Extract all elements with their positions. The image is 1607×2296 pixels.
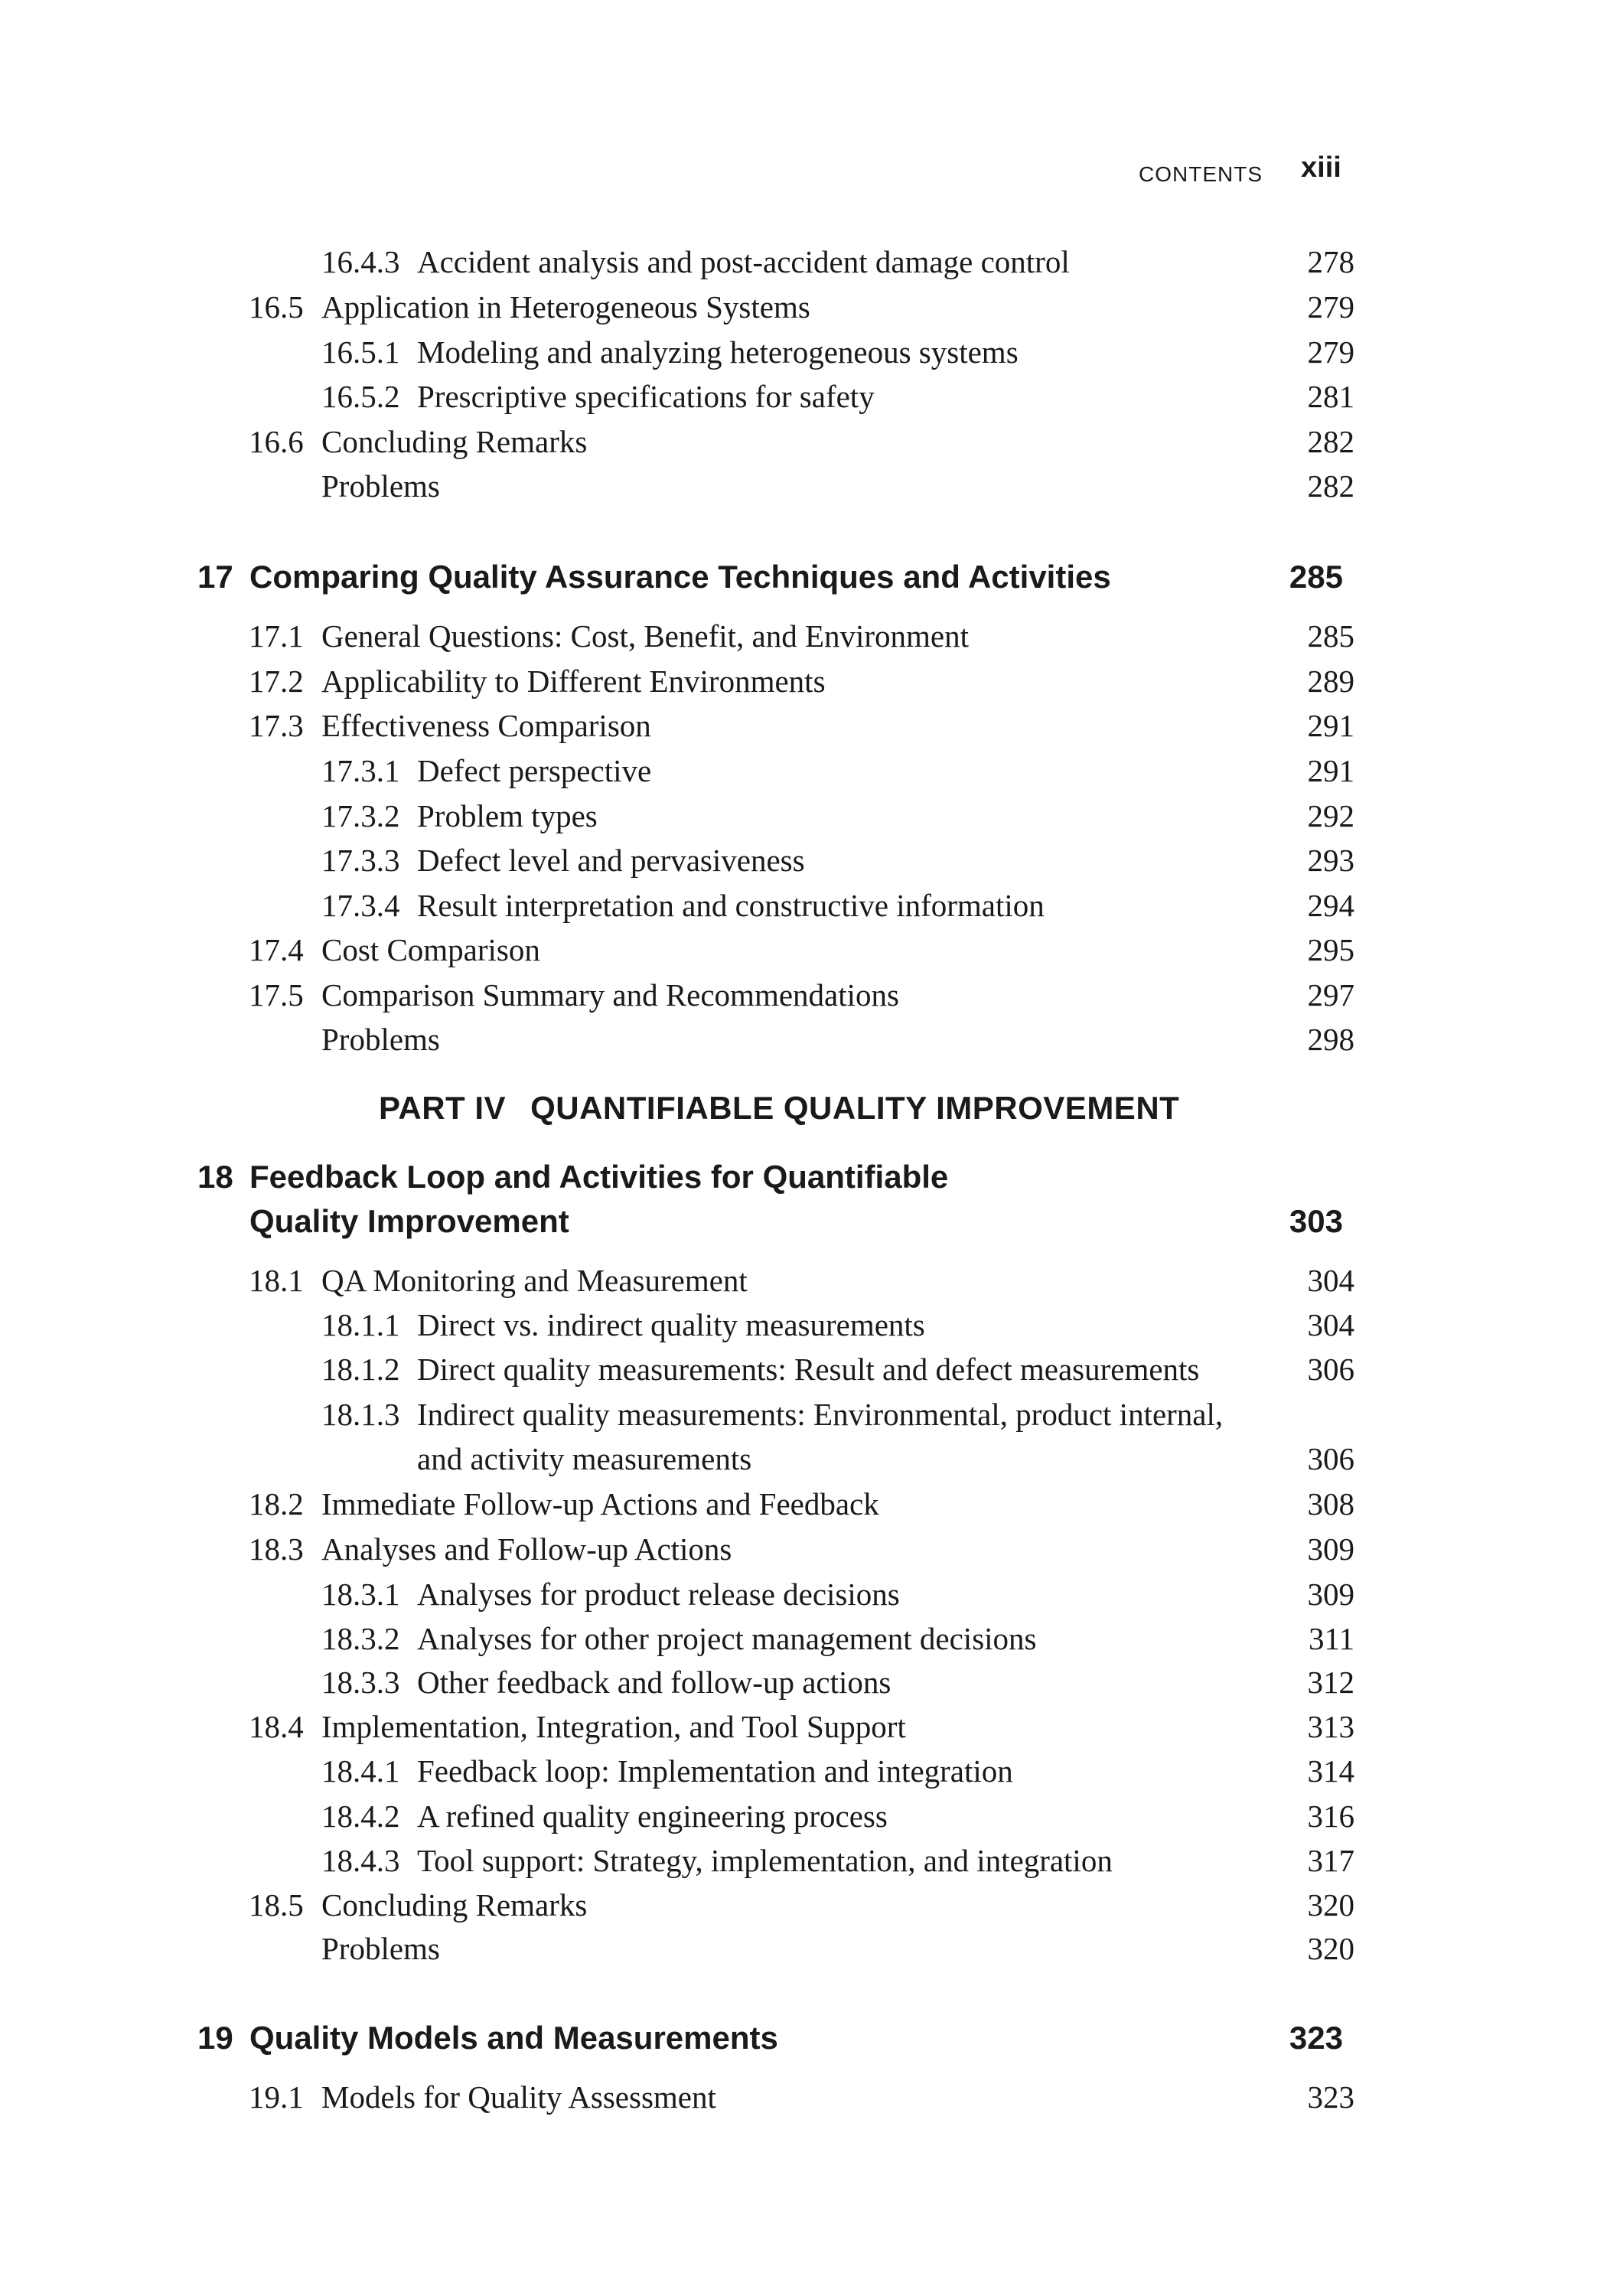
toc-entry[interactable]: [0, 1842, 1607, 1885]
entry-number: 18.4: [249, 1709, 304, 1744]
entry-page: 297: [1307, 977, 1354, 1013]
toc-entry[interactable]: [0, 1930, 1607, 1973]
toc-entry[interactable]: [0, 378, 1607, 421]
entry-number: 17.3: [249, 708, 304, 743]
toc-entry[interactable]: [0, 752, 1607, 795]
entry-title: Comparison Summary and Recommendations: [321, 977, 899, 1013]
entry-title: Implementation, Integration, and Tool Support: [321, 1709, 906, 1744]
entry-page: 313: [1307, 1709, 1354, 1744]
entry-page: 293: [1307, 843, 1354, 878]
part-heading: [0, 1090, 1607, 1133]
entry-title: Feedback loop: Implementation and integration: [417, 1753, 1013, 1789]
entry-title: Cost Comparison: [321, 932, 540, 967]
entry-title: Concluding Remarks: [321, 424, 588, 459]
entry-number: 17.2: [249, 664, 304, 699]
entry-number: 18.2: [249, 1486, 304, 1521]
toc-entry[interactable]: [0, 1708, 1607, 1751]
entry-title: Result interpretation and constructive information: [417, 888, 1045, 923]
toc-entry[interactable]: [0, 2079, 1607, 2122]
running-head: CONTENTS: [1139, 162, 1263, 186]
entry-title: Problem types: [417, 798, 598, 833]
chapter-entry[interactable]: [0, 2020, 1607, 2063]
chapter-entry[interactable]: [0, 1159, 1607, 1251]
entry-page: 316: [1307, 1799, 1354, 1834]
entry-title: Analyses for other project management decisions: [417, 1621, 1037, 1656]
entry-page: 306: [1307, 1441, 1354, 1476]
entry-title: Defect perspective: [417, 753, 652, 788]
entry-title: Models for Quality Assessment: [321, 2079, 716, 2115]
entry-page: 304: [1307, 1307, 1354, 1342]
chapter-title-continued: Quality Improvement: [249, 1203, 569, 1239]
entry-title: Accident analysis and post-accident damage control: [417, 244, 1070, 279]
entry-number: 16.5.2: [321, 379, 400, 414]
toc-entry[interactable]: [0, 1021, 1607, 1064]
chapter-title: Comparing Quality Assurance Techniques and Activities: [249, 559, 1111, 595]
entry-page: 314: [1307, 1753, 1354, 1789]
toc-entry[interactable]: [0, 842, 1607, 885]
entry-page: 282: [1307, 424, 1354, 459]
entry-title: Analyses for product release decisions: [417, 1577, 900, 1612]
chapter-page: 303: [1289, 1203, 1343, 1239]
entry-number: 18.5: [249, 1887, 304, 1923]
toc-entry[interactable]: [0, 618, 1607, 660]
entry-title: Immediate Follow-up Actions and Feedback: [321, 1486, 879, 1521]
chapter-page: 323: [1289, 2020, 1343, 2056]
entry-title: Indirect quality measurements: Environmental, product internal,: [417, 1397, 1224, 1432]
entry-title: Direct vs. indirect quality measurements: [417, 1307, 925, 1342]
entry-title: Application in Heterogeneous Systems: [321, 289, 810, 325]
entry-title: Problems: [321, 1022, 440, 1057]
toc-entry[interactable]: [0, 887, 1607, 930]
entry-page: 323: [1307, 2079, 1354, 2115]
entry-number: 18.1: [249, 1263, 304, 1298]
entry-page: 298: [1307, 1022, 1354, 1057]
entry-page: 289: [1307, 664, 1354, 699]
entry-page: 320: [1307, 1887, 1354, 1923]
toc-entry[interactable]: [0, 423, 1607, 466]
entry-page: 295: [1307, 932, 1354, 967]
entry-number: 18.3.3: [321, 1665, 400, 1700]
toc-entry[interactable]: [0, 707, 1607, 750]
toc-entry[interactable]: [0, 1486, 1607, 1528]
entry-number: 18.4.3: [321, 1843, 400, 1878]
entry-number: 16.5: [249, 289, 304, 325]
entry-page: 291: [1307, 708, 1354, 743]
entry-title: Prescriptive specifications for safety: [417, 379, 875, 414]
toc-entry[interactable]: [0, 1887, 1607, 1929]
entry-page: 285: [1307, 618, 1354, 654]
entry-title: Analyses and Follow-up Actions: [321, 1531, 732, 1567]
entry-number: 17.4: [249, 932, 304, 967]
part-number: PART IV: [379, 1090, 507, 1126]
chapter-title: Feedback Loop and Activities for Quantifiable: [249, 1159, 949, 1195]
entry-title: QA Monitoring and Measurement: [321, 1263, 748, 1298]
entry-title: A refined quality engineering process: [417, 1799, 888, 1834]
chapter-number: 17: [197, 559, 233, 595]
toc-entry[interactable]: [0, 797, 1607, 840]
entry-page: 294: [1307, 888, 1354, 923]
entry-title: Effectiveness Comparison: [321, 708, 651, 743]
entry-number: 17.5: [249, 977, 304, 1013]
entry-page: 281: [1307, 379, 1354, 414]
entry-title: Modeling and analyzing heterogeneous systems: [417, 334, 1019, 370]
toc-entry[interactable]: [0, 1620, 1607, 1663]
entry-page: 309: [1307, 1577, 1354, 1612]
entry-page: 292: [1307, 798, 1354, 833]
entry-title-continued: and activity measurements: [417, 1441, 752, 1476]
toc-entry[interactable]: [0, 334, 1607, 377]
toc-entry[interactable]: [0, 977, 1607, 1019]
entry-title: Applicability to Different Environments: [321, 664, 826, 699]
chapter-entry[interactable]: [0, 559, 1607, 602]
toc-entry[interactable]: [0, 1396, 1607, 1486]
entry-number: 17.3.4: [321, 888, 400, 923]
entry-title: Problems: [321, 1931, 440, 1966]
entry-title: Problems: [321, 468, 440, 504]
toc-entry[interactable]: [0, 931, 1607, 974]
entry-number: 16.6: [249, 424, 304, 459]
toc-entry[interactable]: [0, 1576, 1607, 1619]
toc-entry[interactable]: [0, 289, 1607, 331]
entry-page: 278: [1307, 244, 1354, 279]
chapter-number: 18: [197, 1159, 233, 1195]
toc-entry[interactable]: [0, 1664, 1607, 1707]
entry-title: Concluding Remarks: [321, 1887, 588, 1923]
entry-number: 17.3.1: [321, 753, 400, 788]
chapter-number: 19: [197, 2020, 233, 2056]
entry-page: 309: [1307, 1531, 1354, 1567]
entry-number: 16.5.1: [321, 334, 400, 370]
entry-page: 312: [1307, 1665, 1354, 1700]
toc-entry[interactable]: [0, 1306, 1607, 1349]
chapter-page: 285: [1289, 559, 1343, 595]
toc-entry[interactable]: [0, 468, 1607, 510]
toc-entry[interactable]: [0, 1753, 1607, 1795]
entry-number: 17.1: [249, 618, 304, 654]
page-number: xiii: [1301, 152, 1341, 184]
entry-page: 291: [1307, 753, 1354, 788]
toc-entry[interactable]: [0, 1531, 1607, 1574]
toc-entry[interactable]: [0, 1798, 1607, 1841]
toc-entry[interactable]: [0, 663, 1607, 706]
entry-page: 317: [1307, 1843, 1354, 1878]
entry-page: 306: [1307, 1352, 1354, 1387]
entry-number: 18.3.1: [321, 1577, 400, 1612]
entry-number: 18.4.1: [321, 1753, 400, 1789]
entry-title: General Questions: Cost, Benefit, and Environment: [321, 618, 970, 654]
entry-number: 18.3: [249, 1531, 304, 1567]
entry-page: 279: [1307, 289, 1354, 325]
entry-title: Other feedback and follow-up actions: [417, 1665, 892, 1700]
part-title: QUANTIFIABLE QUALITY IMPROVEMENT: [530, 1090, 1180, 1126]
entry-number: 16.4.3: [321, 244, 400, 279]
entry-number: 17.3.3: [321, 843, 400, 878]
entry-number: 18.4.2: [321, 1799, 400, 1834]
entry-page: 304: [1307, 1263, 1354, 1298]
entry-title: Defect level and pervasiveness: [417, 843, 805, 878]
toc-entry[interactable]: [0, 243, 1607, 286]
entry-page: 279: [1307, 334, 1354, 370]
entry-number: 18.1.3: [321, 1397, 400, 1432]
entry-page: 308: [1307, 1486, 1354, 1521]
entry-page: 311: [1309, 1621, 1354, 1656]
chapter-title: Quality Models and Measurements: [249, 2020, 778, 2056]
entry-number: 18.3.2: [321, 1621, 400, 1656]
entry-title: Tool support: Strategy, implementation, and integration: [417, 1843, 1113, 1878]
entry-number: 17.3.2: [321, 798, 400, 833]
toc-entry[interactable]: [0, 1351, 1607, 1394]
toc-entry[interactable]: [0, 1262, 1607, 1305]
entry-page: 320: [1307, 1931, 1354, 1966]
entry-number: 18.1.1: [321, 1307, 400, 1342]
entry-title: Direct quality measurements: Result and defect measurements: [417, 1352, 1200, 1387]
page-header: [0, 152, 1607, 197]
entry-page: 282: [1307, 468, 1354, 504]
entry-number: 18.1.2: [321, 1352, 400, 1387]
entry-number: 19.1: [249, 2079, 304, 2115]
